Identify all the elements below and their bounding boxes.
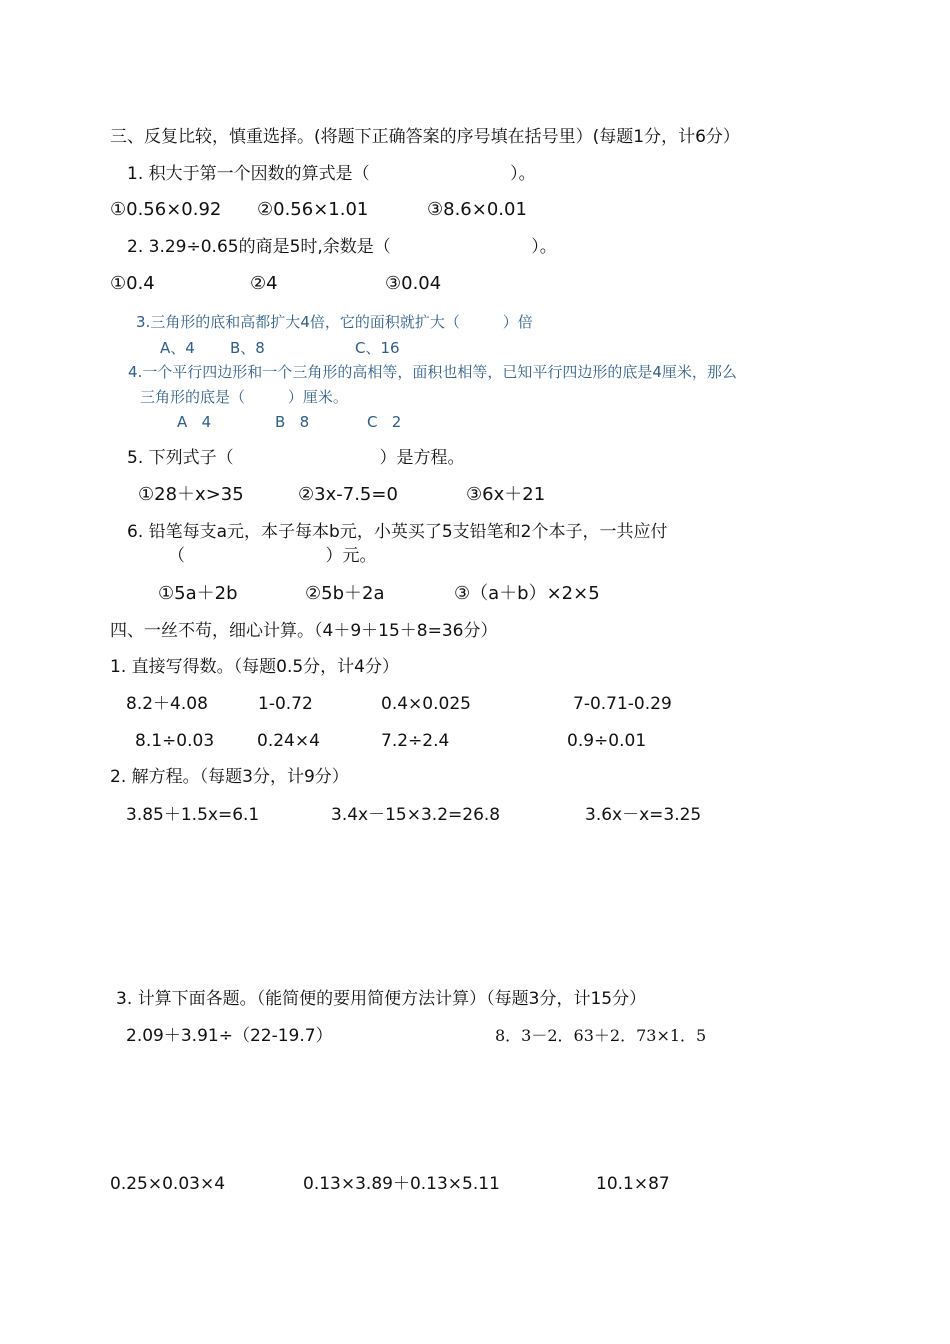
q5-option1: ①28＋x>35 — [138, 484, 244, 505]
mental-calc-5: 8.1÷0.03 — [135, 731, 215, 751]
section4-heading: 四、一丝不苟，细心计算。（4＋9＋15＋8=36分） — [110, 621, 498, 641]
question6-stem-line2: （ ）元。 — [168, 546, 377, 566]
q1-option1: ①0.56×0.92 — [110, 199, 222, 220]
calc-problem-4: 0.13×3.89＋0.13×5.11 — [303, 1174, 500, 1194]
q5-option2: ②3x-7.5=0 — [298, 484, 398, 505]
question3-stem: 3.三角形的底和高都扩大4倍，它的面积就扩大（ ）倍 — [136, 313, 533, 331]
mental-calc-2: 1-0.72 — [258, 694, 313, 714]
equation-1: 3.85＋1.5x=6.1 — [126, 805, 260, 825]
q2-option2: ②4 — [250, 273, 278, 294]
q6-option2: ②5b＋2a — [305, 583, 385, 604]
question6-stem-line1: 6. 铅笔每支a元，本子每本b元，小英买了5支铅笔和2个本子，一共应付 — [127, 522, 668, 542]
part2-title: 2. 解方程。（每题3分，计9分） — [110, 767, 349, 787]
question4-stem-line1: 4.一个平行四边形和一个三角形的高相等，面积也相等，已知平行四边形的底是4厘米，那么 — [128, 363, 737, 381]
q1-option2: ②0.56×1.01 — [257, 199, 369, 220]
mental-calc-4: 7-0.71-0.29 — [573, 694, 672, 714]
q2-option1: ①0.4 — [110, 273, 155, 294]
mental-calc-3: 0.4×0.025 — [381, 694, 471, 714]
mental-calc-6: 0.24×4 — [257, 731, 320, 751]
mental-calc-1: 8.2＋4.08 — [126, 694, 208, 714]
part3-title: 3. 计算下面各题。（能简便的要用简便方法计算）（每题3分，计15分） — [116, 989, 647, 1009]
calc-problem-2: 8．3－2．63＋2．73×1．5 — [495, 1026, 707, 1045]
section3-heading: 三、反复比较，慎重选择。(将题下正确答案的序号填在括号里）(每题1分，计6分） — [110, 127, 740, 147]
q4-option2: B 8 — [275, 413, 310, 431]
mental-calc-7: 7.2÷2.4 — [381, 731, 450, 751]
q6-option1: ①5a＋2b — [158, 583, 238, 604]
q3-option1: A、4 — [160, 339, 195, 357]
calc-problem-1: 2.09＋3.91÷（22-19.7） — [126, 1026, 333, 1046]
equation-2: 3.4x－15×3.2=26.8 — [331, 805, 501, 825]
part1-title: 1. 直接写得数。（每题0.5分，计4分） — [110, 657, 399, 677]
q1-option3: ③8.6×0.01 — [427, 199, 527, 220]
q6-option3: ③（a＋b）×2×5 — [454, 583, 600, 604]
q4-option1: A 4 — [177, 413, 212, 431]
question5-stem: 5. 下列式子（ ）是方程。 — [127, 448, 465, 468]
calc-problem-5: 10.1×87 — [596, 1174, 670, 1194]
q4-option3: C 2 — [367, 413, 402, 431]
calc-problem-3: 0.25×0.03×4 — [110, 1174, 226, 1194]
q3-option3: C、16 — [355, 339, 400, 357]
equation-3: 3.6x－x=3.25 — [585, 805, 702, 825]
question4-stem-line2: 三角形的底是（ ）厘米。 — [140, 388, 348, 406]
q3-option2: B、8 — [230, 339, 265, 357]
q2-option3: ③0.04 — [385, 273, 442, 294]
question1-stem: 1. 积大于第一个因数的算式是（ ）。 — [127, 164, 536, 184]
question2-stem: 2. 3.29÷0.65的商是5时,余数是（ ）。 — [127, 237, 557, 257]
q5-option3: ③6x＋21 — [466, 484, 546, 505]
mental-calc-8: 0.9÷0.01 — [567, 731, 647, 751]
